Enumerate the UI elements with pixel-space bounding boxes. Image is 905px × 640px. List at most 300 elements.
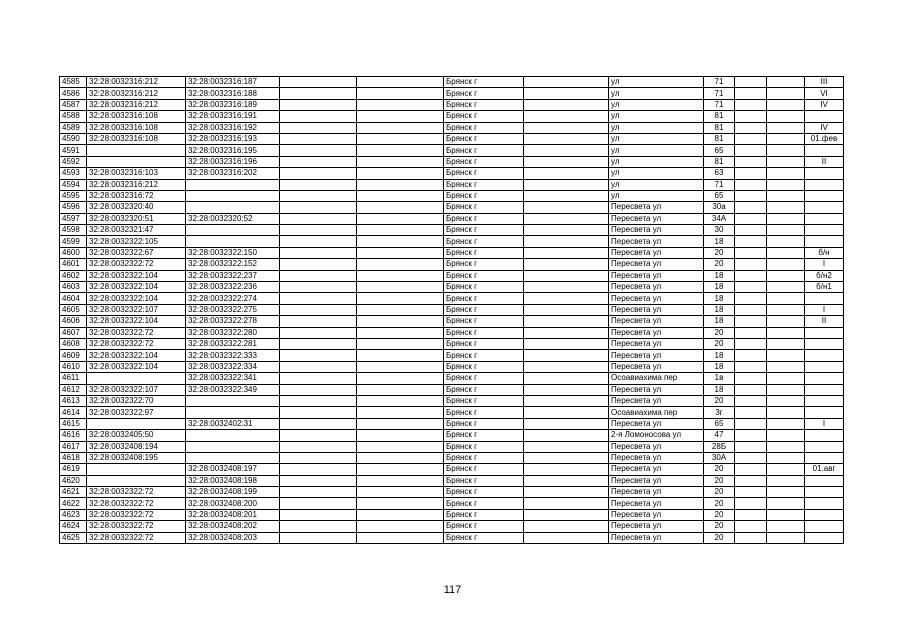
blank-col-e-cell (767, 190, 805, 201)
blank-col-d-cell (735, 418, 767, 429)
street-cell: Пересвета ул (609, 293, 704, 304)
blank-col-b-cell (357, 509, 444, 520)
row-number-cell: 4611 (60, 373, 87, 384)
object-number-cell: 32:28:0032408:201 (186, 509, 280, 520)
street-cell: ул (609, 77, 704, 88)
parcel-number-cell: 32:28:0032316:108 (87, 111, 186, 122)
house-number-cell: 1в (704, 373, 735, 384)
parcel-number-cell: 32:28:0032322:105 (87, 236, 186, 247)
blank-col-d-cell (735, 532, 767, 543)
parcel-number-cell: 32:28:0032322:72 (87, 498, 186, 509)
blank-col-d-cell (735, 88, 767, 99)
parcel-number-cell: 32:28:0032322:72 (87, 509, 186, 520)
blank-col-c-cell (524, 350, 609, 361)
parcel-number-cell (87, 373, 186, 384)
street-cell: Пересвета ул (609, 509, 704, 520)
blank-col-b-cell (357, 452, 444, 463)
blank-col-b-cell (357, 270, 444, 281)
blank-col-a-cell (280, 225, 357, 236)
street-cell: Пересвета ул (609, 475, 704, 486)
table-row (60, 464, 844, 475)
blank-col-c-cell (524, 259, 609, 270)
premises-cell (805, 338, 844, 349)
blank-col-d-cell (735, 236, 767, 247)
blank-col-a-cell (280, 407, 357, 418)
blank-col-b-cell (357, 282, 444, 293)
table-row (60, 179, 844, 190)
blank-col-e-cell (767, 452, 805, 463)
premises-cell (805, 498, 844, 509)
blank-col-a-cell (280, 452, 357, 463)
row-number-cell: 4612 (60, 384, 87, 395)
premises-cell: 01.авг (805, 464, 844, 475)
blank-col-a-cell (280, 156, 357, 167)
house-number-cell: 71 (704, 88, 735, 99)
row-number-cell: 4605 (60, 304, 87, 315)
table-body (60, 77, 844, 544)
blank-col-a-cell (280, 373, 357, 384)
blank-col-a-cell (280, 418, 357, 429)
city-cell: Брянск г (444, 259, 524, 270)
page-number: 117 (443, 584, 462, 596)
blank-col-e-cell (767, 145, 805, 156)
blank-col-c-cell (524, 384, 609, 395)
city-cell: Брянск г (444, 441, 524, 452)
blank-col-c-cell (524, 475, 609, 486)
blank-col-d-cell (735, 452, 767, 463)
blank-col-e-cell (767, 475, 805, 486)
house-number-cell: 18 (704, 282, 735, 293)
row-number-cell: 4600 (60, 247, 87, 258)
street-cell: Пересвета ул (609, 532, 704, 543)
blank-col-d-cell (735, 373, 767, 384)
city-cell: Брянск г (444, 407, 524, 418)
blank-col-b-cell (357, 316, 444, 327)
property-register-table (59, 76, 844, 544)
object-number-cell: 32:28:0032322:281 (186, 338, 280, 349)
street-cell: ул (609, 88, 704, 99)
table-row (60, 361, 844, 372)
premises-cell: 01.фев (805, 133, 844, 144)
blank-col-c-cell (524, 213, 609, 224)
blank-col-c-cell (524, 509, 609, 520)
street-cell: Пересвета ул (609, 498, 704, 509)
blank-col-e-cell (767, 350, 805, 361)
blank-col-d-cell (735, 259, 767, 270)
table-row (60, 327, 844, 338)
row-number-cell: 4597 (60, 213, 87, 224)
premises-cell (805, 168, 844, 179)
street-cell: Пересвета ул (609, 202, 704, 213)
blank-col-b-cell (357, 338, 444, 349)
blank-col-b-cell (357, 293, 444, 304)
table-row (60, 145, 844, 156)
city-cell: Брянск г (444, 282, 524, 293)
house-number-cell: 18 (704, 304, 735, 315)
table-row (60, 338, 844, 349)
house-number-cell: 71 (704, 99, 735, 110)
house-number-cell: 20 (704, 327, 735, 338)
blank-col-a-cell (280, 384, 357, 395)
premises-cell (805, 179, 844, 190)
table-row (60, 418, 844, 429)
row-number-cell: 4616 (60, 430, 87, 441)
object-number-cell: 32:28:0032316:187 (186, 77, 280, 88)
table-row (60, 498, 844, 509)
parcel-number-cell: 32:28:0032322:104 (87, 316, 186, 327)
blank-col-d-cell (735, 316, 767, 327)
city-cell: Брянск г (444, 327, 524, 338)
object-number-cell: 32:28:0032402:31 (186, 418, 280, 429)
blank-col-e-cell (767, 88, 805, 99)
row-number-cell: 4602 (60, 270, 87, 281)
city-cell: Брянск г (444, 133, 524, 144)
street-cell: Пересвета ул (609, 316, 704, 327)
house-number-cell: 65 (704, 418, 735, 429)
city-cell: Брянск г (444, 247, 524, 258)
blank-col-d-cell (735, 122, 767, 133)
object-number-cell: 32:28:0032322:274 (186, 293, 280, 304)
table-row (60, 532, 844, 543)
blank-col-a-cell (280, 441, 357, 452)
premises-cell (805, 236, 844, 247)
object-number-cell: 32:28:0032316:188 (186, 88, 280, 99)
house-number-cell: 18 (704, 384, 735, 395)
blank-col-e-cell (767, 316, 805, 327)
parcel-number-cell: 32:28:0032322:104 (87, 270, 186, 281)
row-number-cell: 4623 (60, 509, 87, 520)
parcel-number-cell: 32:28:0032322:104 (87, 282, 186, 293)
premises-cell (805, 111, 844, 122)
blank-col-e-cell (767, 464, 805, 475)
blank-col-d-cell (735, 111, 767, 122)
premises-cell (805, 190, 844, 201)
blank-col-e-cell (767, 521, 805, 532)
table-row (60, 99, 844, 110)
city-cell: Брянск г (444, 77, 524, 88)
table-row (60, 350, 844, 361)
table-row (60, 373, 844, 384)
blank-col-d-cell (735, 487, 767, 498)
blank-col-c-cell (524, 316, 609, 327)
object-number-cell: 32:28:0032322:341 (186, 373, 280, 384)
blank-col-c-cell (524, 168, 609, 179)
blank-col-b-cell (357, 168, 444, 179)
parcel-number-cell: 32:28:0032316:212 (87, 77, 186, 88)
blank-col-b-cell (357, 498, 444, 509)
table-row (60, 133, 844, 144)
blank-col-e-cell (767, 202, 805, 213)
blank-col-d-cell (735, 338, 767, 349)
parcel-number-cell: 32:28:0032322:107 (87, 384, 186, 395)
city-cell: Брянск г (444, 270, 524, 281)
row-number-cell: 4619 (60, 464, 87, 475)
table-row (60, 122, 844, 133)
blank-col-b-cell (357, 88, 444, 99)
blank-col-a-cell (280, 99, 357, 110)
table-row (60, 111, 844, 122)
row-number-cell: 4614 (60, 407, 87, 418)
object-number-cell (186, 225, 280, 236)
table-row (60, 384, 844, 395)
premises-cell: II (805, 156, 844, 167)
parcel-number-cell: 32:28:0032405:50 (87, 430, 186, 441)
premises-cell: б/н1 (805, 282, 844, 293)
street-cell: Пересвета ул (609, 350, 704, 361)
row-number-cell: 4590 (60, 133, 87, 144)
row-number-cell: 4593 (60, 168, 87, 179)
street-cell: ул (609, 156, 704, 167)
blank-col-e-cell (767, 247, 805, 258)
parcel-number-cell: 32:28:0032322:70 (87, 395, 186, 406)
house-number-cell: 47 (704, 430, 735, 441)
blank-col-a-cell (280, 202, 357, 213)
blank-col-d-cell (735, 99, 767, 110)
row-number-cell: 4588 (60, 111, 87, 122)
blank-col-a-cell (280, 190, 357, 201)
parcel-number-cell: 32:28:0032316:72 (87, 190, 186, 201)
street-cell: Пересвета ул (609, 452, 704, 463)
parcel-number-cell (87, 145, 186, 156)
blank-col-c-cell (524, 225, 609, 236)
row-number-cell: 4594 (60, 179, 87, 190)
parcel-number-cell: 32:28:0032322:104 (87, 361, 186, 372)
blank-col-a-cell (280, 395, 357, 406)
blank-col-b-cell (357, 418, 444, 429)
street-cell: Пересвета ул (609, 236, 704, 247)
premises-cell: IV (805, 122, 844, 133)
blank-col-b-cell (357, 213, 444, 224)
table-row (60, 247, 844, 258)
blank-col-b-cell (357, 441, 444, 452)
object-number-cell: 32:28:0032316:193 (186, 133, 280, 144)
city-cell: Брянск г (444, 190, 524, 201)
table-row (60, 77, 844, 88)
blank-col-b-cell (357, 521, 444, 532)
object-number-cell: 32:28:0032320:52 (186, 213, 280, 224)
blank-col-a-cell (280, 111, 357, 122)
street-cell: Пересвета ул (609, 395, 704, 406)
blank-col-e-cell (767, 373, 805, 384)
premises-cell: б/н (805, 247, 844, 258)
premises-cell: II (805, 316, 844, 327)
blank-col-b-cell (357, 145, 444, 156)
object-number-cell (186, 430, 280, 441)
premises-cell (805, 293, 844, 304)
house-number-cell: 20 (704, 487, 735, 498)
blank-col-d-cell (735, 202, 767, 213)
parcel-number-cell: 32:28:0032322:104 (87, 293, 186, 304)
house-number-cell: 18 (704, 270, 735, 281)
table-row (60, 236, 844, 247)
blank-col-c-cell (524, 361, 609, 372)
parcel-number-cell: 32:28:0032322:72 (87, 338, 186, 349)
city-cell: Брянск г (444, 464, 524, 475)
premises-cell (805, 202, 844, 213)
object-number-cell (186, 441, 280, 452)
parcel-number-cell (87, 418, 186, 429)
blank-col-e-cell (767, 304, 805, 315)
blank-col-d-cell (735, 133, 767, 144)
blank-col-c-cell (524, 521, 609, 532)
object-number-cell: 32:28:0032316:192 (186, 122, 280, 133)
blank-col-d-cell (735, 464, 767, 475)
premises-cell (805, 384, 844, 395)
blank-col-d-cell (735, 441, 767, 452)
blank-col-d-cell (735, 304, 767, 315)
premises-cell (805, 521, 844, 532)
street-cell: ул (609, 168, 704, 179)
row-number-cell: 4598 (60, 225, 87, 236)
parcel-number-cell: 32:28:0032316:212 (87, 88, 186, 99)
table-row (60, 88, 844, 99)
street-cell: ул (609, 179, 704, 190)
table-row (60, 521, 844, 532)
table-row (60, 407, 844, 418)
row-number-cell: 4624 (60, 521, 87, 532)
object-number-cell: 32:28:0032316:189 (186, 99, 280, 110)
city-cell: Брянск г (444, 338, 524, 349)
house-number-cell: 65 (704, 145, 735, 156)
blank-col-b-cell (357, 373, 444, 384)
row-number-cell: 4613 (60, 395, 87, 406)
house-number-cell: 20 (704, 247, 735, 258)
blank-col-e-cell (767, 338, 805, 349)
blank-col-b-cell (357, 464, 444, 475)
blank-col-a-cell (280, 247, 357, 258)
object-number-cell: 32:28:0032408:198 (186, 475, 280, 486)
object-number-cell: 32:28:0032316:196 (186, 156, 280, 167)
blank-col-b-cell (357, 111, 444, 122)
blank-col-b-cell (357, 259, 444, 270)
city-cell: Брянск г (444, 236, 524, 247)
parcel-number-cell: 32:28:0032322:97 (87, 407, 186, 418)
blank-col-e-cell (767, 361, 805, 372)
premises-cell (805, 225, 844, 236)
city-cell: Брянск г (444, 509, 524, 520)
blank-col-d-cell (735, 190, 767, 201)
premises-cell (805, 407, 844, 418)
street-cell: Пересвета ул (609, 270, 704, 281)
blank-col-c-cell (524, 270, 609, 281)
blank-col-a-cell (280, 338, 357, 349)
blank-col-d-cell (735, 521, 767, 532)
blank-col-a-cell (280, 532, 357, 543)
blank-col-b-cell (357, 487, 444, 498)
house-number-cell: 81 (704, 122, 735, 133)
blank-col-e-cell (767, 395, 805, 406)
blank-col-b-cell (357, 361, 444, 372)
street-cell: ул (609, 111, 704, 122)
house-number-cell: 18 (704, 293, 735, 304)
city-cell: Брянск г (444, 156, 524, 167)
table-row (60, 282, 844, 293)
blank-col-a-cell (280, 475, 357, 486)
blank-col-b-cell (357, 156, 444, 167)
parcel-number-cell: 32:28:0032316:108 (87, 133, 186, 144)
blank-col-e-cell (767, 441, 805, 452)
street-cell: ул (609, 122, 704, 133)
table-row (60, 316, 844, 327)
object-number-cell: 32:28:0032322:237 (186, 270, 280, 281)
blank-col-e-cell (767, 430, 805, 441)
city-cell: Брянск г (444, 225, 524, 236)
blank-col-e-cell (767, 407, 805, 418)
premises-cell (805, 532, 844, 543)
blank-col-d-cell (735, 384, 767, 395)
blank-col-d-cell (735, 168, 767, 179)
house-number-cell: 20 (704, 498, 735, 509)
row-number-cell: 4604 (60, 293, 87, 304)
blank-col-d-cell (735, 430, 767, 441)
street-cell: Пересвета ул (609, 247, 704, 258)
blank-col-a-cell (280, 122, 357, 133)
house-number-cell: 71 (704, 77, 735, 88)
blank-col-c-cell (524, 395, 609, 406)
blank-col-a-cell (280, 316, 357, 327)
blank-col-a-cell (280, 236, 357, 247)
blank-col-b-cell (357, 122, 444, 133)
object-number-cell: 32:28:0032322:334 (186, 361, 280, 372)
street-cell: Пересвета ул (609, 338, 704, 349)
table-row (60, 168, 844, 179)
street-cell: ул (609, 99, 704, 110)
blank-col-e-cell (767, 498, 805, 509)
parcel-number-cell: 32:28:0032408:195 (87, 452, 186, 463)
street-cell: Пересвета ул (609, 384, 704, 395)
premises-cell (805, 145, 844, 156)
city-cell: Брянск г (444, 316, 524, 327)
street-cell: 2-я Ломоносова ул (609, 430, 704, 441)
premises-cell: I (805, 418, 844, 429)
object-number-cell: 32:28:0032408:203 (186, 532, 280, 543)
city-cell: Брянск г (444, 487, 524, 498)
premises-cell (805, 373, 844, 384)
row-number-cell: 4621 (60, 487, 87, 498)
parcel-number-cell: 32:28:0032316:212 (87, 179, 186, 190)
house-number-cell: 20 (704, 464, 735, 475)
blank-col-c-cell (524, 487, 609, 498)
blank-col-a-cell (280, 293, 357, 304)
city-cell: Брянск г (444, 122, 524, 133)
parcel-number-cell: 32:28:0032322:72 (87, 327, 186, 338)
city-cell: Брянск г (444, 145, 524, 156)
parcel-number-cell: 32:28:0032320:40 (87, 202, 186, 213)
parcel-number-cell: 32:28:0032322:72 (87, 532, 186, 543)
row-number-cell: 4608 (60, 338, 87, 349)
blank-col-d-cell (735, 282, 767, 293)
blank-col-c-cell (524, 236, 609, 247)
street-cell: Пересвета ул (609, 418, 704, 429)
blank-col-c-cell (524, 122, 609, 133)
blank-col-e-cell (767, 179, 805, 190)
row-number-cell: 4603 (60, 282, 87, 293)
blank-col-e-cell (767, 418, 805, 429)
object-number-cell (186, 395, 280, 406)
blank-col-c-cell (524, 498, 609, 509)
blank-col-b-cell (357, 304, 444, 315)
blank-col-b-cell (357, 532, 444, 543)
blank-col-e-cell (767, 487, 805, 498)
parcel-number-cell: 32:28:0032322:107 (87, 304, 186, 315)
house-number-cell: 63 (704, 168, 735, 179)
street-cell: Пересвета ул (609, 282, 704, 293)
row-number-cell: 4591 (60, 145, 87, 156)
blank-col-e-cell (767, 77, 805, 88)
street-cell: Пересвета ул (609, 304, 704, 315)
house-number-cell: 18 (704, 316, 735, 327)
blank-col-e-cell (767, 122, 805, 133)
